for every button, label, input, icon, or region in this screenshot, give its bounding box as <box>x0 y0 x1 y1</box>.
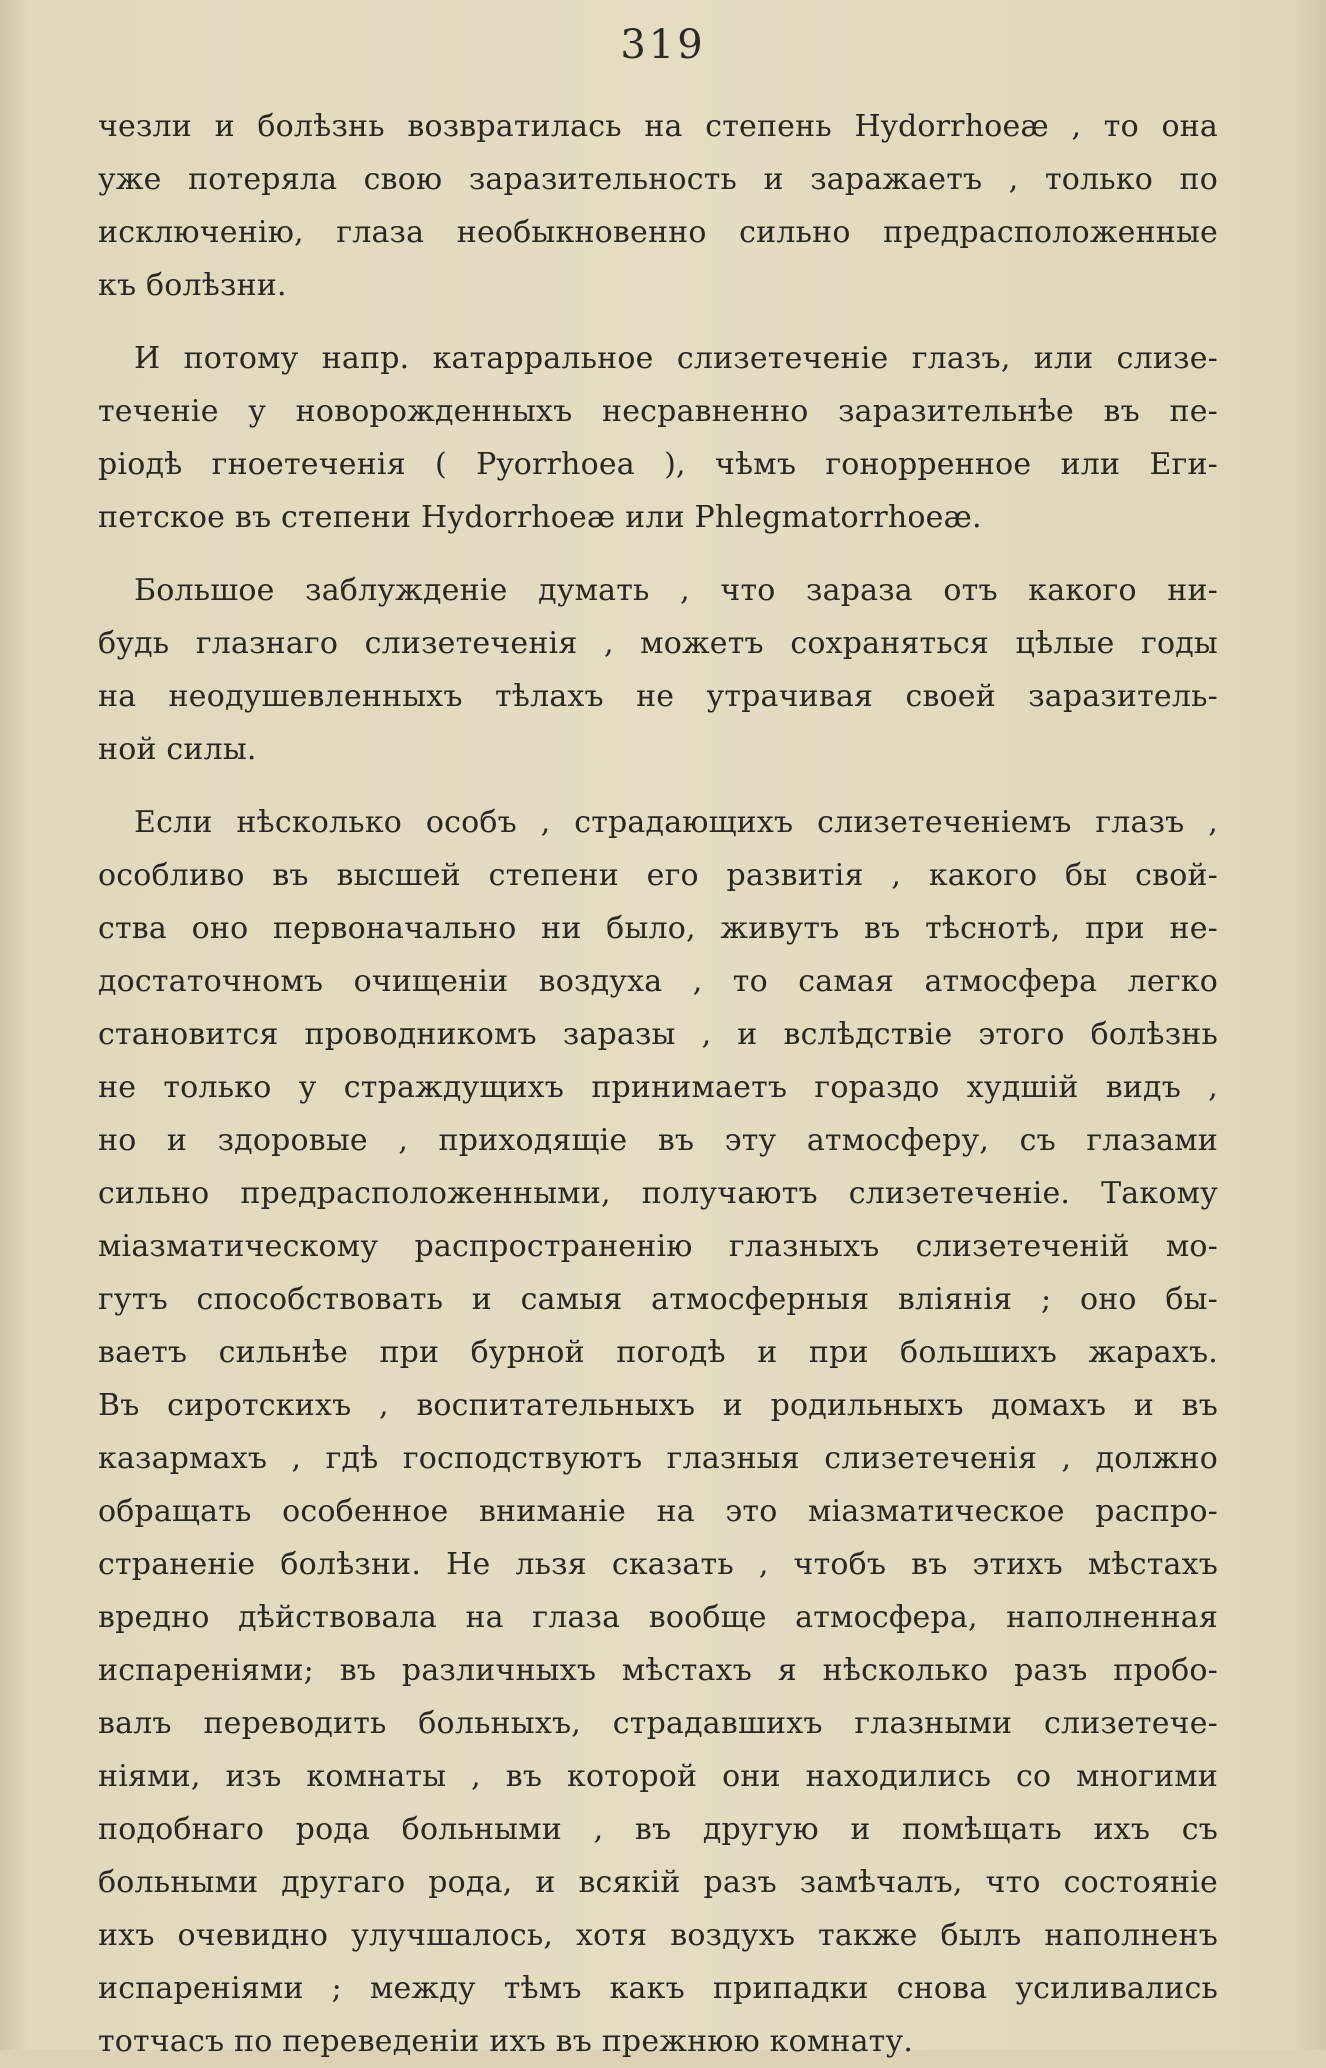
text-line: къ болѣзни. <box>98 268 287 303</box>
text-line: ваетъ сильнѣе при бурной погодѣ и при большихъ жарахъ. <box>98 1335 1218 1370</box>
text-line: подобнаго рода больными , въ другую и помѣщать ихъ съ <box>98 1812 1218 1847</box>
text-line: гутъ способствовать и самыя атмосферныя вліянія ; оно бы- <box>98 1282 1218 1317</box>
text-line: петское въ степени Hydorrhoeæ или Phlegmatorrhoeæ. <box>98 500 982 535</box>
body-text <box>98 100 1218 2068</box>
text-line: обращать особенное вниманіе на это міазматическое распро- <box>98 1494 1218 1529</box>
text-line: чезли и болѣзнь возвратилась на степень Hydorrhoeæ , то она <box>98 109 1218 144</box>
text-line: становится проводникомъ заразы , и вслѣдствіе этого болѣзнь <box>98 1017 1218 1052</box>
text-line: на неодушевленныхъ тѣлахъ не утрачивая своей заразитель- <box>98 679 1218 714</box>
text-line: Если нѣсколько особъ , страдающихъ слизетеченіемъ глазъ , <box>134 805 1218 840</box>
paragraph-4 <box>98 796 1218 2068</box>
paragraph-2 <box>98 332 1218 544</box>
text-line: И потому напр. катарральное слизетеченіе глазъ, или слизе- <box>134 341 1218 376</box>
text-line: валъ переводить больныхъ, страдавшихъ глазными слизетече- <box>98 1706 1218 1741</box>
text-line: страненіе болѣзни. Не льзя сказать , чтобъ въ этихъ мѣстахъ <box>98 1547 1218 1582</box>
text-line: исключенію, глаза необыкновенно сильно предрасположенные <box>98 215 1218 250</box>
text-line: больными другаго рода, и всякій разъ замѣчалъ, что состояніе <box>98 1865 1218 1900</box>
text-line: казармахъ , гдѣ господствуютъ глазныя слизетеченія , должно <box>98 1441 1218 1476</box>
paragraph-3 <box>98 564 1218 776</box>
text-line: испареніями ; между тѣмъ какъ припадки снова усиливались <box>98 1971 1218 2006</box>
text-line: ства оно первоначально ни было, живутъ въ тѣснотѣ, при не- <box>98 911 1218 946</box>
text-line: особливо въ высшей степени его развитія , какого бы свой- <box>98 858 1218 893</box>
text-line: сильно предрасположенными, получаютъ слизетеченіе. Такому <box>98 1176 1218 1211</box>
page-number: 319 <box>620 22 706 68</box>
text-line: теченіе у новорожденныхъ несравненно заразительнѣе въ пе- <box>98 394 1218 429</box>
text-line: достаточномъ очищеніи воздуха , то самая атмосфера легко <box>98 964 1218 999</box>
text-line: будь глазнаго слизетеченія , можетъ сохраняться цѣлые годы <box>98 626 1218 661</box>
text-line: ріодѣ гноетеченія ( Pyorrhoea ), чѣмъ гонорренное или Еги- <box>98 447 1218 482</box>
paragraph-1 <box>98 100 1218 312</box>
text-line: міазматическому распространенію глазныхъ слизетеченій мо- <box>98 1229 1218 1264</box>
text-line: ніями, изъ комнаты , въ которой они находились со многими <box>98 1759 1218 1794</box>
text-line: Большое заблужденіе думать , что зараза отъ какого ни- <box>134 573 1218 608</box>
text-line: ихъ очевидно улучшалось, хотя воздухъ также былъ наполненъ <box>98 1918 1218 1953</box>
text-line: испареніями; въ различныхъ мѣстахъ я нѣсколько разъ пробо- <box>98 1653 1218 1688</box>
text-line: тотчасъ по переведеніи ихъ въ прежнюю комнату. <box>98 2024 914 2059</box>
text-line: Въ сиротскихъ , воспитательныхъ и родильныхъ домахъ и въ <box>98 1388 1218 1423</box>
text-line: вредно дѣйствовала на глаза вообще атмосфера, наполненная <box>98 1600 1218 1635</box>
text-line: не только у страждущихъ принимаетъ гораздо худшій видъ , <box>98 1070 1218 1105</box>
text-line: уже потеряла свою заразительность и заражаетъ , только по <box>98 162 1218 197</box>
text-line: но и здоровые , приходящіе въ эту атмосферу, съ глазами <box>98 1123 1218 1158</box>
text-line: ной силы. <box>98 732 257 767</box>
